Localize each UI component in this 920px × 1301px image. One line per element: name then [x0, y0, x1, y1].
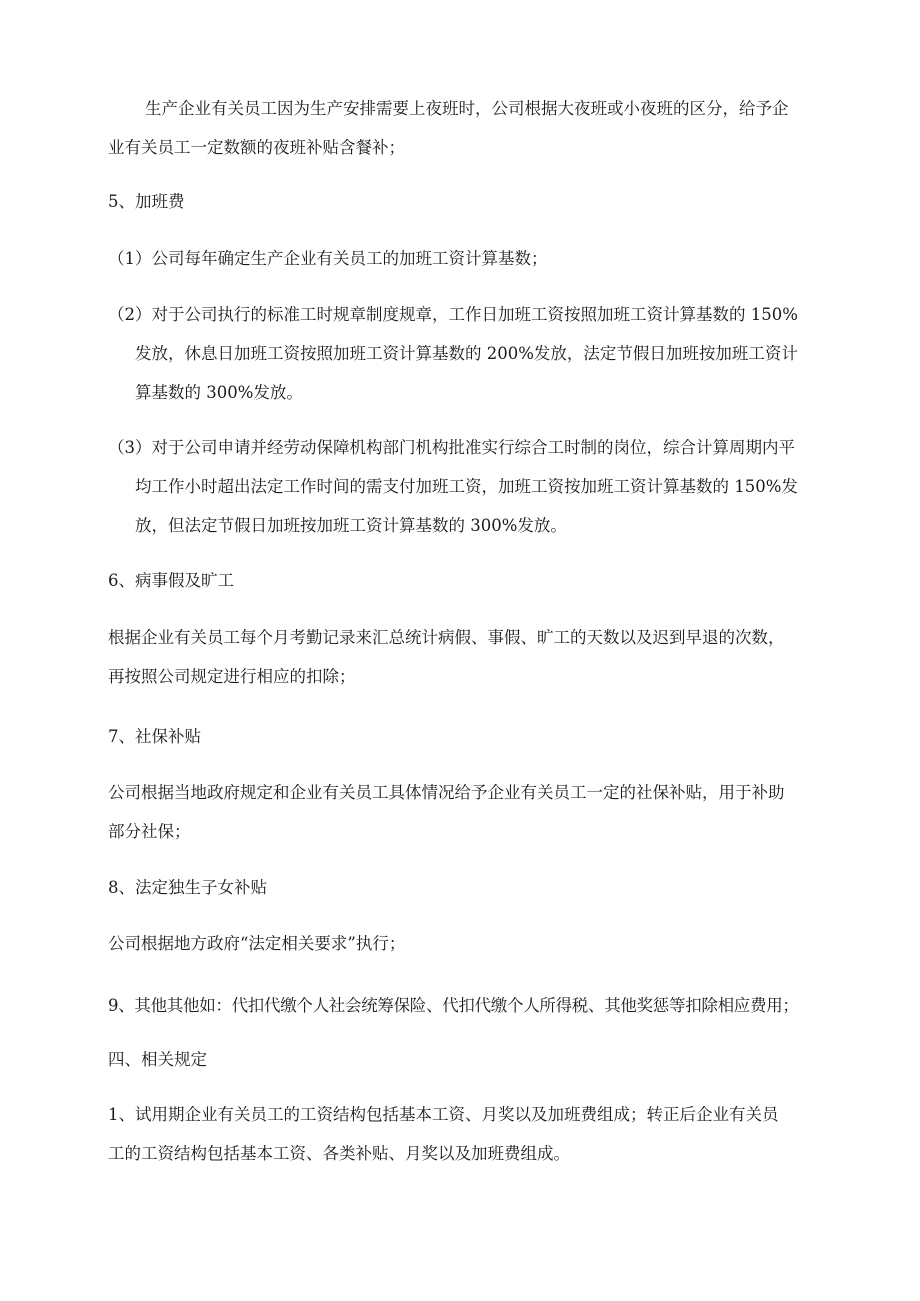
section-heading-related-rules: 四、相关规定: [108, 1050, 207, 1069]
overtime-item-3-line-2: 均工作小时超出法定工作时间的需支付加班工资，加班工资按加班工资计算基数的 150%发: [135, 477, 798, 496]
section-heading-overtime: 5、加班费: [108, 192, 185, 211]
overtime-item-3-line-3: 放，但法定节假日加班按加班工资计算基数的 300%发放。: [135, 516, 567, 535]
sick-leave-text-line-2: 再按照公司规定进行相应的扣除；: [108, 667, 356, 686]
overtime-item-2-line-2: 发放，休息日加班工资按照加班工资计算基数的 200%发放，法定节假日加班按加班工资计: [135, 344, 798, 363]
overtime-item-2-line-3: 算基数的 300%发放。: [135, 383, 303, 402]
sick-leave-text-line-1: 根据企业有关员工每个月考勤记录来汇总统计病假、事假、旷工的天数以及迟到早退的次数，: [108, 628, 785, 647]
night-shift-text-line-2: 业有关员工一定数额的夜班补贴含餐补；: [108, 138, 405, 157]
social-insurance-text-line-1: 公司根据当地政府规定和企业有关员工具体情况给予企业有关员工一定的社保补贴，用于补助: [108, 783, 785, 802]
rule-1-line-1: 1、试用期企业有关员工的工资结构包括基本工资、月奖以及加班费组成；转正后企业有关员: [108, 1105, 779, 1124]
social-insurance-text-line-2: 部分社保；: [108, 822, 191, 841]
only-child-text: 公司根据地方政府“法定相关要求”执行；: [108, 934, 406, 953]
rule-1-line-2: 工的工资结构包括基本工资、各类补贴、月奖以及加班费组成。: [108, 1144, 570, 1163]
night-shift-text-line-1: 生产企业有关员工因为生产安排需要上夜班时，公司根据大夜班或小夜班的区分，给予企: [145, 99, 789, 118]
section-heading-only-child: 8、法定独生子女补贴: [108, 878, 267, 897]
section-heading-social-insurance: 7、社保补贴: [108, 727, 201, 746]
section-heading-other-deductions: 9、其他其他如：代扣代缴个人社会统筹保险、代扣代缴个人所得税、其他奖惩等扣除相应费用；: [108, 996, 799, 1015]
section-heading-sick-leave: 6、病事假及旷工: [108, 571, 234, 590]
overtime-item-1: （1）公司每年确定生产企业有关员工的加班工资计算基数；: [108, 249, 548, 268]
overtime-item-2-line-1: （2）对于公司执行的标准工时规章制度规章，工作日加班工资按照加班工资计算基数的 150%: [108, 305, 798, 324]
overtime-item-3-line-1: （3）对于公司申请并经劳动保障机构部门机构批准实行综合工时制的岗位，综合计算周期内平: [108, 438, 795, 457]
